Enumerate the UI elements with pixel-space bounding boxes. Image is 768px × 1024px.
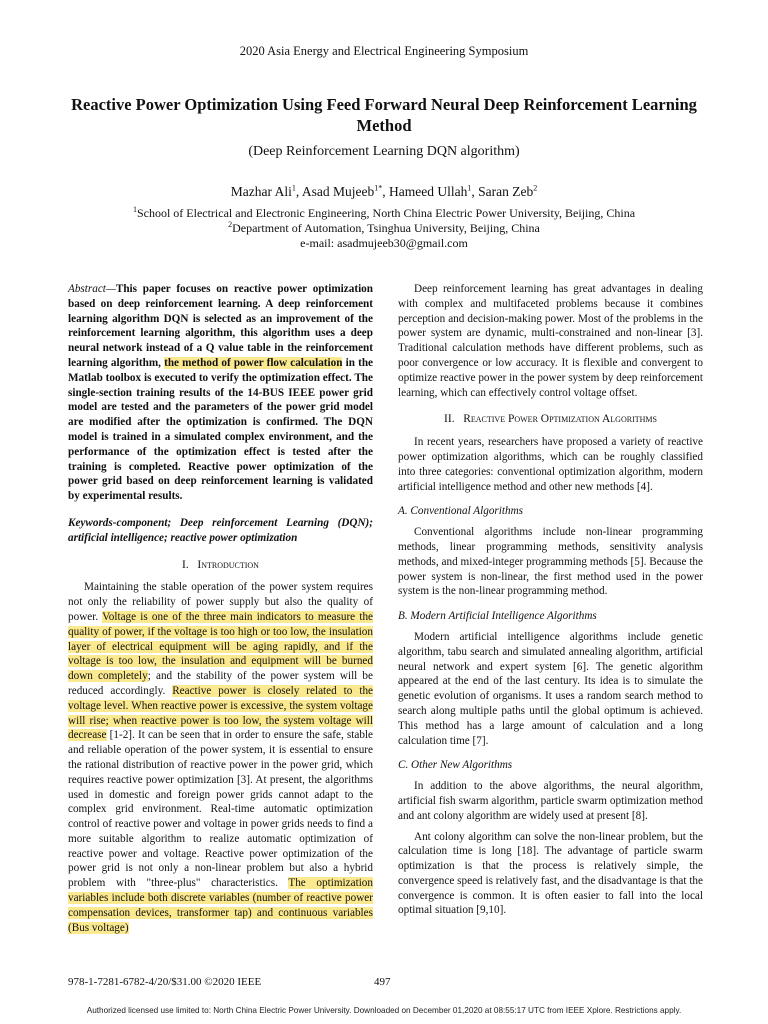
body-paragraph: Ant colony algorithm can solve the non-linear problem, but the calculation time is long [18]. The advantage of particle swarm optimization is that the process is relatively simple, the convergence speed is relatively fast, and the disadvantage is that the convergence is common. It is often easier to fall into the local optimal situation [9,10]. — [398, 830, 703, 917]
right-column — [398, 282, 703, 924]
body-paragraph: Deep reinforcement learning has great advantages in dealing with complex and multifaceted problems because it combines perception and decision-making power. Most of the problems in the power system are dynamic, multi-constrained and non-linear [3]. Traditional calculation methods have different problems, such as poor convergence or low accuracy. It is flexible and convergent to optimize reactive power in the power system by deep reinforcement learning, which can effectively control voltage offset. — [398, 283, 703, 399]
section-title: Reactive Power Optimization Algorithms — [463, 413, 657, 426]
author-name: Mazhar Ali — [230, 184, 292, 199]
abstract-lead: Abstract— — [68, 283, 116, 295]
paper-title: Reactive Power Optimization Using Feed Forward Neural Deep Reinforcement Learning Method — [71, 95, 697, 135]
highlighted-text: The optimization variables include both discrete variables (number of reactive power compensation devices, transformer tap) and continuous variables (Bus voltage) — [68, 877, 373, 934]
body-text: ; and the stability of the power system will be reduced accordingly. — [68, 670, 373, 697]
section-number: I. — [182, 558, 189, 571]
affiliation-mark: 1 — [132, 205, 137, 214]
author-list: Mazhar Ali$^1$, Asad Mujeeb$^{1*}$, Hameed Ullah$^1$, Saran Zeb$^2$ — [230, 183, 538, 199]
highlighted-text: the method of power flow calculation — [164, 356, 343, 369]
license-notice: Authorized licensed use limited to: North China Electric Power University. Downloaded on December 01,2020 at 08:55:17 UTC from IEEE Xplore. Restrictions apply. — [86, 1006, 682, 1015]
affiliation-text: School of Electrical and Electronic Engineering, North China Electric Power University, Beijing, China — [136, 206, 636, 220]
author-affiliation-mark: 2 — [533, 183, 538, 193]
highlighted-text: Reactive power is closely related to the voltage level. When reactive power is excessive, the system voltage will rise; when reactive power is too low, the system voltage will decrease — [68, 684, 374, 742]
page-number: 497 — [374, 976, 391, 988]
section-heading-algorithms — [398, 412, 703, 427]
author-affiliation-mark: 1* — [374, 183, 383, 193]
abstract-text: in the Matlab toolbox is executed to verify the optimization effect. The single-section training results of the 14-BUS IEEE power grid model are tested and the parameters of the power grid model are modified after the optimization is confirmed. The DQN model is trained in a simulated complex environment, and the performance of the optimization effect is tested after the training is completed. Reactive power optimization of the power grid based on deep reinforcement learning is validated by experimental results. — [68, 356, 374, 503]
affiliation-1 — [0, 206, 768, 221]
abstract-text: This paper focuses on reactive power optimization based on deep reinforcement learning. A deep reinforcement learning algorithm DQN is selected as an improvement of the reinforcement learning algorithm, this algorithm uses a deep neural network instead of a Q value table in the reinforcement learning algorithm, — [68, 283, 373, 369]
left-column — [68, 282, 373, 941]
body-paragraph: Conventional algorithms include non-linear programming methods, linear programming methods, sensitivity analysis methods, and mixed-integer programming methods [5]. Because the power system is non-linear, the first method used in the power system is the non-linear programming method. — [398, 526, 703, 598]
affiliation-text: Department of Automation, Tsinghua University, Beijing, China — [232, 221, 540, 235]
body-paragraph: Modern artificial intelligence algorithms include genetic algorithm, tabu search and simulated annealing algorithm, artificial neural network and expert system [6]. The genetic algorithm appeared at the end of the last century. Its idea is to simulate the genetic evolution of organisms. It uses a random search method to search along multiple paths until the global optimum is achieved. This method has a large amount of calculation and a long calculation time [7]. — [398, 630, 703, 747]
introduction-paragraph — [68, 580, 373, 935]
body-paragraph: In recent years, researchers have proposed a variety of reactive power optimization algorithms, which can be roughly classified into three categories: conventional optimization algorithm, modern artificial intelligence method and other new methods [4]. — [398, 436, 703, 493]
author-name: Hameed Ullah — [389, 184, 468, 199]
author-name: Asad Mujeeb — [301, 184, 375, 199]
body-paragraph: In addition to the above algorithms, the neural algorithm, artificial fish swarm algorithm, particle swarm optimization method and ant colony algorithm are widely used at present [8]. — [398, 780, 703, 822]
author-affiliation-mark: 1 — [467, 183, 472, 193]
subsection-heading-other: C. Other New Algorithms — [398, 759, 513, 772]
affiliation-2 — [0, 221, 768, 236]
subsection-heading-modern-ai: B. Modern Artificial Intelligence Algorithms — [398, 610, 597, 623]
author-email: e-mail: asadmujeeb30@gmail.com — [300, 236, 468, 250]
affiliation-mark: 2 — [228, 220, 233, 229]
paper-subtitle: (Deep Reinforcement Learning DQN algorithm) — [248, 144, 520, 159]
footer-isbn: 978-1-7281-6782-4/20/$31.00 ©2020 IEEE — [68, 976, 262, 988]
keywords: Keywords-component; Deep reinforcement Learning (DQN); artificial intelligence; reactive power optimization — [68, 516, 373, 544]
abstract — [68, 282, 373, 504]
subsection-heading-conventional: A. Conventional Algorithms — [398, 505, 524, 518]
section-title: Introduction — [197, 558, 259, 571]
section-number: II. — [444, 413, 455, 426]
highlighted-text: Voltage is one of the three main indicators to measure the quality of power, if the voltage is too high or too low, the insulation layer of electrical equipment will be aging rapidly, and if the voltage is too low, the insulation and equipment will be burned down completely — [68, 610, 374, 683]
body-text: [1-2]. It can be seen that in order to ensure the safe, stable and reliable operation of the power system, it is essential to ensure the rational distribution of reactive power in the power grid, which requires reactive power optimization [3]. At present, the algorithms used in domestic and foreign power grids cannot adapt to the complex grid environment. Real-time automatic optimization control of reactive power and voltage in power grids needs to find a more suitable algorithm to realize automatic optimization of reactive power and voltage. Reactive power optimization of the power grid is not only a non-linear problem but also a hybrid problem with "three-plus" characteristics. — [68, 729, 373, 890]
author-name: Saran Zeb — [478, 184, 534, 199]
section-heading-introduction — [68, 558, 373, 573]
conference-name: 2020 Asia Energy and Electrical Engineering Symposium — [239, 44, 529, 58]
body-text: Maintaining the stable operation of the power system requires not only the reliability of power supply but also the quality of power. — [68, 581, 373, 623]
author-affiliation-mark: 1 — [291, 183, 296, 193]
